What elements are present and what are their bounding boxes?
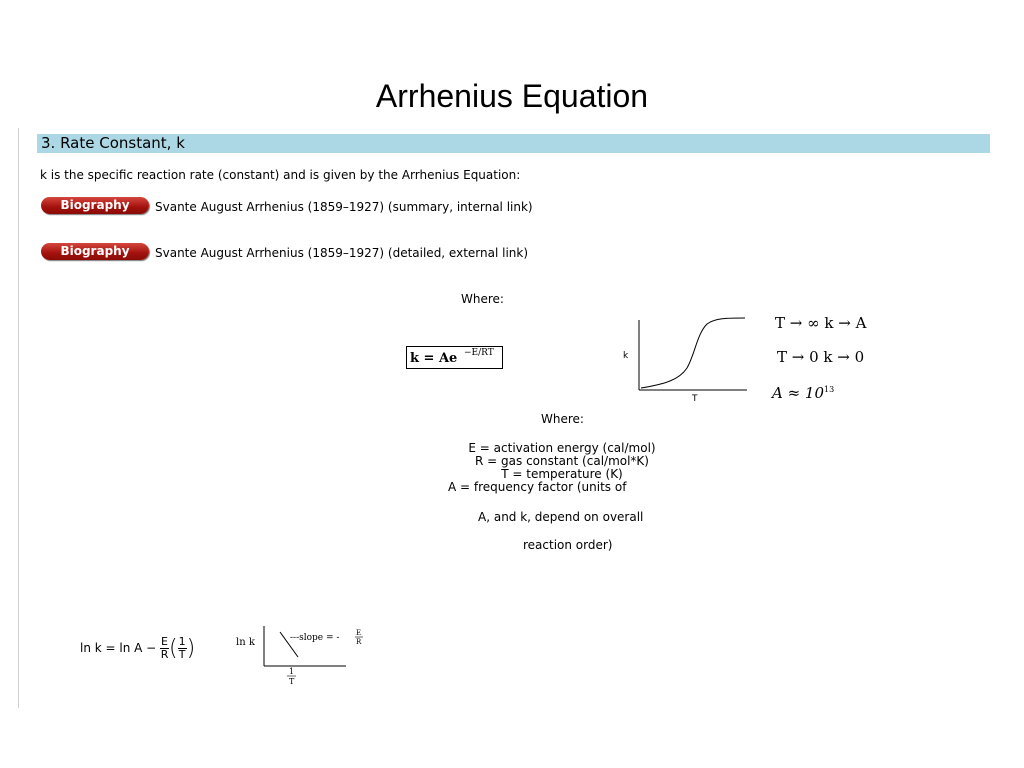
panel-left-border	[18, 128, 19, 708]
graph1-y-label: k	[623, 351, 629, 361]
intro-text: k is the specific reaction rate (constant) and is given by the Arrhenius Equation:	[40, 168, 521, 182]
graph2-y-label: ln k	[236, 637, 255, 648]
where-label-1: Where:	[461, 292, 504, 306]
equation-exponent: −E/RT	[464, 348, 494, 358]
where-label-2: Where:	[541, 412, 584, 426]
section-header	[37, 134, 990, 153]
note-line-2: reaction order)	[523, 538, 613, 552]
graph2-x-num: 1	[289, 667, 295, 676]
graph1-x-label: T	[692, 394, 698, 404]
biography-button-detailed[interactable]: Biography	[41, 243, 149, 260]
biography-button-summary[interactable]: Biography	[41, 197, 149, 214]
definition-t: T = temperature (K)	[501, 467, 623, 481]
limit-line-3: $A \approx 10^{13}$	[772, 384, 835, 402]
fraction-1-over-t: $\frac{1}{T}$	[178, 635, 186, 661]
graph1-curve	[641, 318, 745, 388]
definition-list	[430, 442, 694, 494]
fraction-e-over-r: $\frac{E}{R}$	[160, 635, 169, 661]
ln-k-equation: ln k = ln A − $\frac{E}{R}$ ( $\frac{1}{T}$ )	[80, 635, 196, 661]
arrhenius-equation-box	[406, 346, 503, 369]
definition-e: E = activation energy (cal/mol)	[468, 441, 656, 455]
graph2-x-den: T	[289, 677, 295, 686]
equation-main: k = Ae	[410, 351, 458, 366]
biography-description-detailed: Svante August Arrhenius (1859–1927) (detailed, external link)	[155, 246, 529, 260]
definition-r: R = gas constant (cal/mol*K)	[475, 454, 649, 468]
definition-a: A = frequency factor (units of	[448, 480, 627, 494]
graph2-slope-num: E	[356, 629, 362, 637]
ln-k-vs-inverse-t-graph	[234, 622, 384, 690]
limit-line-2: T → 0 k → 0	[777, 348, 865, 366]
graph2-slope-label: ---slope = -	[290, 633, 340, 643]
slide-title: Arrhenius Equation	[375, 78, 649, 114]
ln-eq-lhs: ln k = ln A −	[80, 641, 157, 655]
note-line-1: A, and k, depend on overall	[478, 510, 644, 524]
limit-line-1: T → ∞ k → A	[775, 314, 867, 332]
k-vs-t-graph	[615, 312, 755, 404]
section-heading: 3. Rate Constant, k	[41, 134, 185, 152]
graph2-slope-den: R	[356, 638, 362, 646]
biography-description-summary: Svante August Arrhenius (1859–1927) (summary, internal link)	[155, 200, 533, 214]
